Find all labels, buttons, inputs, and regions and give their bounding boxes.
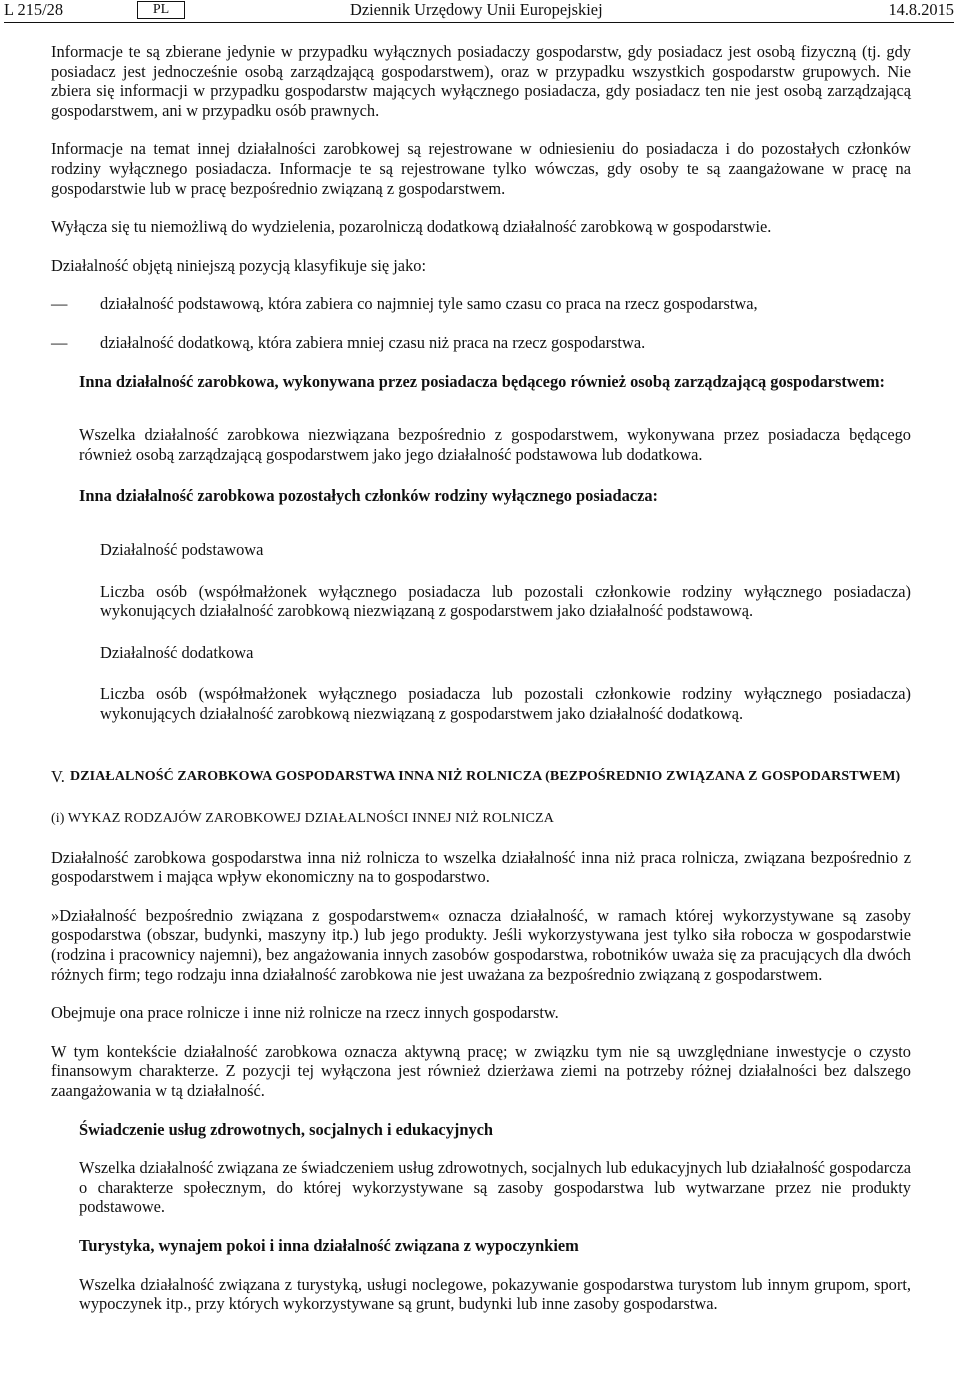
paragraph: »Działalność bezpośrednio związana z gospodarstwem« oznacza działalność, w ramach której wykorzystywane są zasoby gospodarstwa (obszar, budynki, maszyny itp.) lub jego produkty. Jeśli wykorzystywana jest tylko siła robocza w gospodarstwie (rodzina i pracownicy najemni), bez angażowania innych zasobów gospodarstwa, robotników uważa się za pracujących dla dwóch różnych firm; tego rodzaju inna działalność zarobkowa nie jest uważana za bezpośrednio związaną z gospodarstwem. <box>51 905 911 984</box>
section-title: DZIAŁALNOŚĆ ZAROBKOWA GOSPODARSTWA INNA NIŻ ROLNICZA (BEZPOŚREDNIO ZWIĄZANA Z GOSPODARSTWEM) <box>70 769 901 785</box>
section-number: V. <box>51 767 65 787</box>
paragraph: Wszelka działalność zarobkowa niezwiązana bezpośrednio z gospodarstwem, wykonywana przez posiadacza będącego również osobą zarządzającą gospodarstwem jako jego działalność podstawowa lub dodatkowa. <box>79 425 911 464</box>
paragraph: Obejmuje ona prace rolnicze i inne niż rolnicze na rzecz innych gospodarstw. <box>51 1003 559 1023</box>
section-heading <box>51 767 911 787</box>
paragraph: Wszelka działalność związana ze świadczeniem usług zdrowotnych, socjalnych lub edukacyjnych lub działalność gospodarcza o charakterze społecznym, do której wykorzystywane są zasoby gospodarstwa lub wytwarzane przez nie produkty podstawowe. <box>79 1158 911 1217</box>
paragraph: Działalność zarobkowa gospodarstwa inna niż rolnicza to wszelka działalność inna niż praca rolnicza, związana bezpośrednio z gospodarstwem i mająca wpływ ekonomiczny na to gospodarstwo. <box>51 847 911 887</box>
list-item-text: działalność podstawową, która zabiera co najmniej tyle samo czasu co praca na rzecz gospodarstwa, <box>100 294 758 314</box>
publication-date: 14.8.2015 <box>888 0 954 19</box>
paragraph: Wyłącza się tu niemożliwą do wydzielenia, pozarolniczą dodatkową działalność zarobkową w gospodarstwie. <box>51 217 772 237</box>
heading: Inna działalność zarobkowa pozostałych członków rodziny wyłącznego posiadacza: <box>79 486 659 506</box>
document-body <box>51 42 911 1314</box>
list-item <box>51 294 911 314</box>
paragraph: W tym kontekście działalność zarobkowa oznacza aktywną pracę; w związku tym nie są uwzględniane inwestycje o czysto finansowym charakterze. Z pozycji tej wyłączona jest również dzierżawa ziemi na potrzeby różnej działalności bez dalszego zaangażowania w tą działalność. <box>51 1041 911 1100</box>
paragraph: Informacje te są zbierane jedynie w przypadku wyłącznych posiadaczy gospodarstw, gdy posiadacz jest osobą fizyczną (tj. gdy posiadacz jest jednocześnie osobą zarządzającą gospodarstwem), oraz w przypadku wszystkich gospodarstw grupowych. Nie zbiera się informacji w przypadku gospodarstw mających wyłącznego posiadacza, gdy posiadacz ten nie jest osobą zarządzającą gospodarstwem, ani w przypadku osób prawnych. <box>51 42 911 120</box>
journal-title: Dziennik Urzędowy Unii Europejskiej <box>350 0 603 19</box>
language-code-box: PL <box>137 1 185 19</box>
heading: Turystyka, wynajem pokoi i inna działalność związana z wypoczynkiem <box>79 1235 579 1255</box>
subsection-title: (i) WYKAZ RODZAJÓW ZAROBKOWEJ DZIAŁALNOŚCI INNEJ NIŻ ROLNICZA <box>51 811 554 827</box>
subheading: Działalność podstawowa <box>100 539 264 559</box>
paragraph: Liczba osób (współmałżonek wyłącznego posiadacza lub pozostali członkowie rodziny wyłącznego posiadacza) wykonujących działalność zarobkową niezwiązaną z gospodarstwem jako działalność podstawową. <box>100 581 911 621</box>
heading: Świadczenie usług zdrowotnych, socjalnych i edukacyjnych <box>79 1119 494 1139</box>
paragraph: Informacje na temat innej działalności zarobkowej są rejestrowane w odniesieniu do posiadacza i do pozostałych członków rodziny wyłącznego posiadacza. Informacje te są rejestrowane tylko wówczas, gdy osoby te są zaangażowane w pracę na gospodarstwie lub w pracę bezpośrednio związaną z gospodarstwem. <box>51 139 911 198</box>
paragraph: Działalność objętą niniejszą pozycją klasyfikuje się jako: <box>51 255 427 275</box>
list-item <box>51 333 911 353</box>
subheading: Działalność dodatkowa <box>100 642 254 662</box>
paragraph: Wszelka działalność związana z turystyką, usługi noclegowe, pokazywanie gospodarstwa turystom lub innym grupom, sport, wypoczynek itp., przy których wykorzystywane są grunt, budynki lub inne zasoby gospodarstwa. <box>79 1274 911 1314</box>
page-header <box>4 0 954 20</box>
dash-bullet: — <box>51 332 68 352</box>
paragraph: Liczba osób (współmałżonek wyłącznego posiadacza lub pozostali członkowie rodziny wyłącznego posiadacza) wykonujących działalność zarobkową niezwiązaną z gospodarstwem jako działalność dodatkową. <box>100 684 911 723</box>
page-number: L 215/28 <box>4 0 64 19</box>
heading: Inna działalność zarobkowa, wykonywana przez posiadacza będącego również osobą zarządzającą gospodarstwem: <box>79 371 885 391</box>
list-item-text: działalność dodatkową, która zabiera mniej czasu niż praca na rzecz gospodarstwa. <box>100 332 646 352</box>
dash-bullet: — <box>51 294 68 314</box>
header-rule <box>4 22 954 23</box>
